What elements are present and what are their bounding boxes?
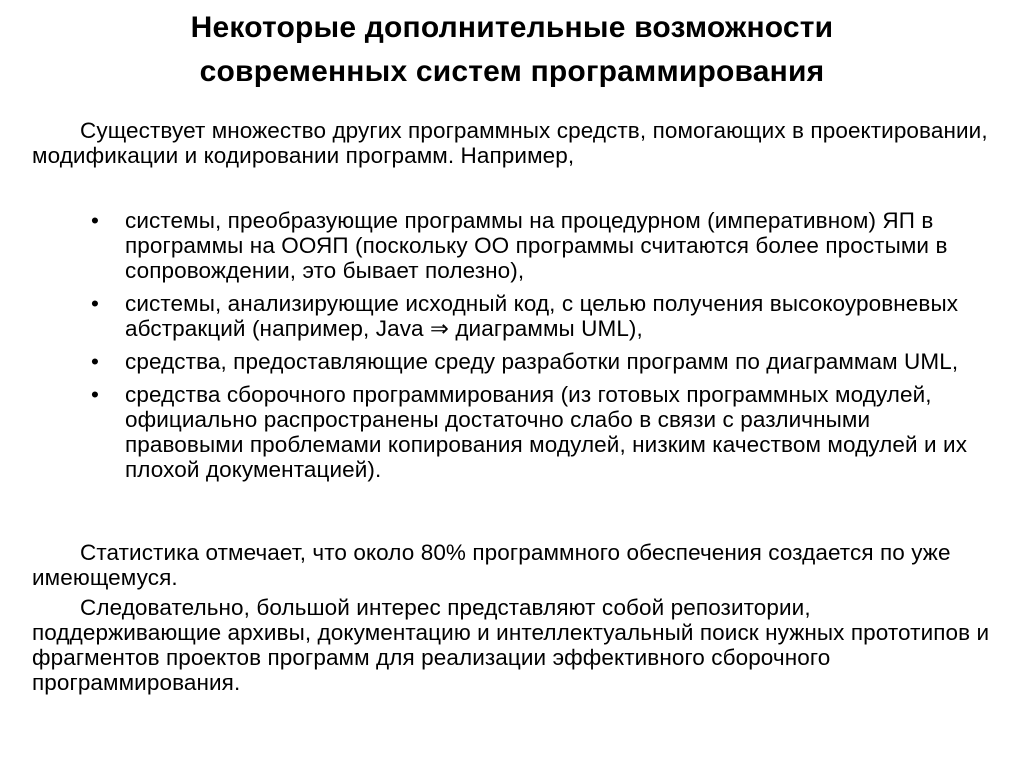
bullet-text: средства, предоставляющие среду разработки программ по диаграммам UML, — [125, 349, 959, 374]
bullet-text: системы, анализирующие исходный код, с целью получения высокоуровневых абстракций (например, Java ⇒ диаграммы UML), — [125, 291, 959, 341]
list-item — [88, 349, 988, 374]
bullet-text: средства сборочного программирования (из готовых программных модулей, официально распространены достаточно слабо в связи с различными правовыми проблемами копирования модулей, низким качеством модулей и их плохой документацией). — [125, 382, 968, 482]
bullet-text: системы, преобразующие программы на процедурном (императивном) ЯП в программы на ООЯП (поскольку ОО программы считаются более простыми в сопровождении, это бывает полезно), — [125, 208, 948, 283]
page-title-line-1: Некоторые дополнительные возможности — [190, 11, 834, 44]
page-title-line-2: современных систем программирования — [199, 55, 825, 88]
statistics-paragraph: Статистика отмечает, что около 80% программного обеспечения создается по уже имеющемуся. — [32, 540, 951, 590]
list-item — [88, 208, 988, 283]
bullet-icon: • — [91, 382, 99, 407]
bullet-icon: • — [91, 208, 99, 233]
bullet-icon: • — [91, 349, 99, 374]
list-item — [88, 382, 988, 482]
conclusion-paragraph: Следовательно, большой интерес представляют собой репозитории, поддерживающие архивы, документацию и интеллектуальный поиск нужных прототипов и фрагментов проектов программ для реализации эффективного сборочного программирования. — [32, 595, 990, 695]
list-item — [88, 291, 988, 341]
page-title — [0, 6, 1024, 94]
bullet-icon: • — [91, 291, 99, 316]
intro-paragraph: Существует множество других программных средств, помогающих в проектировании, модификации и кодировании программ. Например, — [32, 118, 988, 168]
bullet-list — [88, 208, 988, 490]
